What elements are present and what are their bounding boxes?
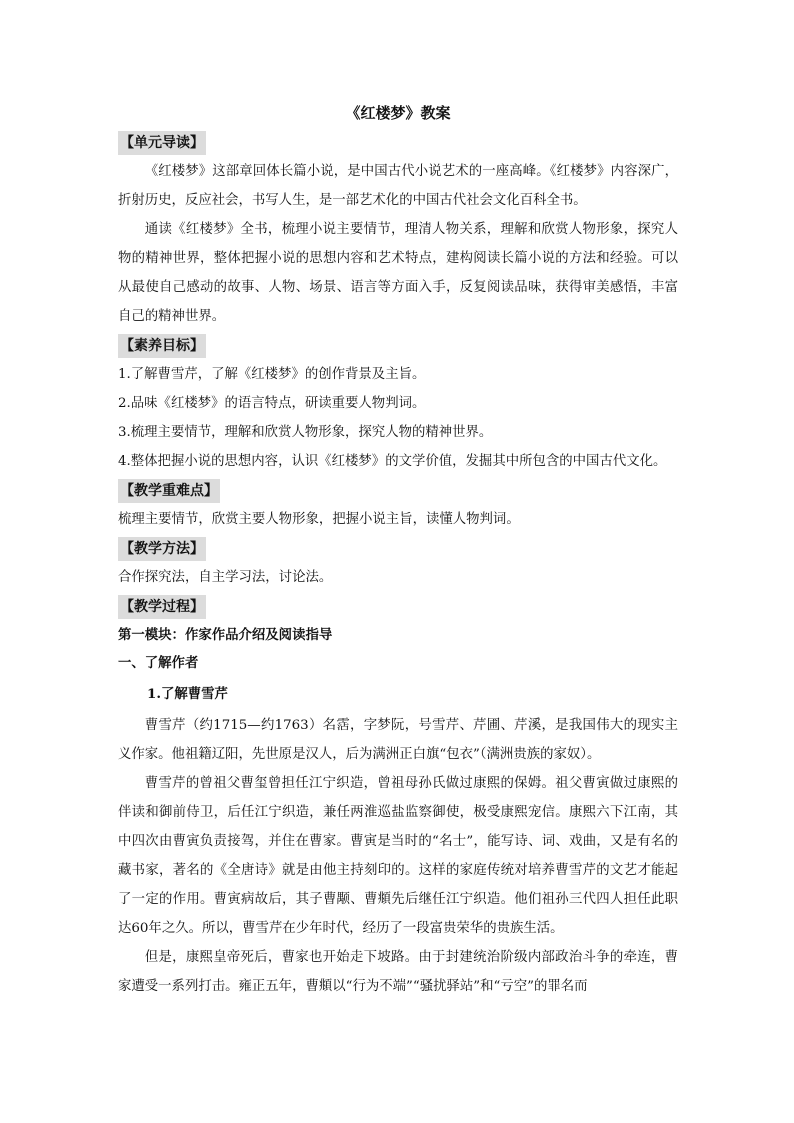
intro-paragraph-1: 《红楼梦》这部章回体长篇小说，是中国古代小说艺术的一座高峰。《红楼梦》内容深广，折射历史，反应社会，书写人生，是一部艺术化的中国古代社会文化百科全书。 xyxy=(118,164,678,208)
heading-block-goals xyxy=(118,331,678,360)
subheading-cao-xueqin: 1.了解曹雪芹 xyxy=(147,686,228,702)
heading-block-intro xyxy=(118,128,678,157)
heading-block-methods xyxy=(118,534,678,563)
goal-item-4: 4.整体把握小说的思想内容，认识《红楼梦》的文学价值，发掘其中所包含的中国古代文化。 xyxy=(118,454,667,469)
document-body xyxy=(118,100,678,1001)
goal-item-1: 1.了解曹雪芹，了解《红楼梦》的创作背景及主旨。 xyxy=(118,367,426,382)
author-paragraph-2: 曹雪芹的曾祖父曹玺曾担任江宁织造，曾祖母孙氏做过康熙的保姆。祖父曹寅做过康熙的伴读和御前侍卫，后任江宁织造，兼任两淮巡盐监察御使，极受康熙宠信。康熙六下江南，其中四次由曹寅负责接驾，并住在曹家。曹寅是当时的“名士”，能写诗、词、戏曲，又是有名的藏书家，著名的《全唐诗》就是由他主持刻印的。这样的家庭传统对培养曹雪芹的文艺才能起了一定的作用。曹寅病故后，其子曹颙、曹頫先后继任江宁织造。他们祖孙三代四人担任此职达60年之久。所以，曹雪芹在少年时代，经历了一段富贵荣华的贵族生活。 xyxy=(118,776,678,936)
document-title: 《红楼梦》教案 xyxy=(345,104,451,122)
keypoints-text: 梳理主要情节，欣赏主要人物形象，把握小说主旨，读懂人物判词。 xyxy=(118,512,520,527)
module-heading: 第一模块：作家作品介绍及阅读指导 xyxy=(118,627,333,643)
heading-block-keypoints xyxy=(118,476,678,505)
heading-unit-intro: 【单元导读】 xyxy=(118,131,206,155)
heading-methods: 【教学方法】 xyxy=(118,537,206,561)
intro-paragraph-2: 通读《红楼梦》全书，梳理小说主要情节，理清人物关系，理解和欣赏人物形象，探究人物的精神世界，整体把握小说的思想内容和艺术特点，建构阅读长篇小说的方法和经验。可以从最使自己感动的故事、人物、场景、语言等方面入手，反复阅读品味，获得审美感悟，丰富自己的精神世界。 xyxy=(118,222,678,324)
goal-item-3: 3.梳理主要情节，理解和欣赏人物形象，探究人物的精神世界。 xyxy=(118,425,493,440)
author-paragraph-3: 但是，康熙皇帝死后，曹家也开始走下坡路。由于封建统治阶级内部政治斗争的牵连，曹家遭受一系列打击。雍正五年，曹頫以“行为不端”“骚扰驿站”和“亏空”的罪名而 xyxy=(118,950,678,994)
author-paragraph-1: 曹雪芹（约1715—约1763）名霑，字梦阮，号雪芹、芹圃、芹溪，是我国伟大的现实主义作家。他祖籍辽阳，先世原是汉人，后为满洲正白旗“包衣”（满洲贵族的家奴）。 xyxy=(118,718,678,762)
heading-process: 【教学过程】 xyxy=(118,595,206,619)
part-heading: 一、了解作者 xyxy=(118,655,199,671)
heading-keypoints: 【教学重难点】 xyxy=(118,479,220,503)
methods-text: 合作探究法，自主学习法，讨论法。 xyxy=(118,570,333,585)
goal-item-2: 2.品味《红楼梦》的语言特点，研读重要人物判词。 xyxy=(118,396,426,411)
heading-goals: 【素养目标】 xyxy=(118,334,206,358)
heading-block-process xyxy=(118,592,678,621)
